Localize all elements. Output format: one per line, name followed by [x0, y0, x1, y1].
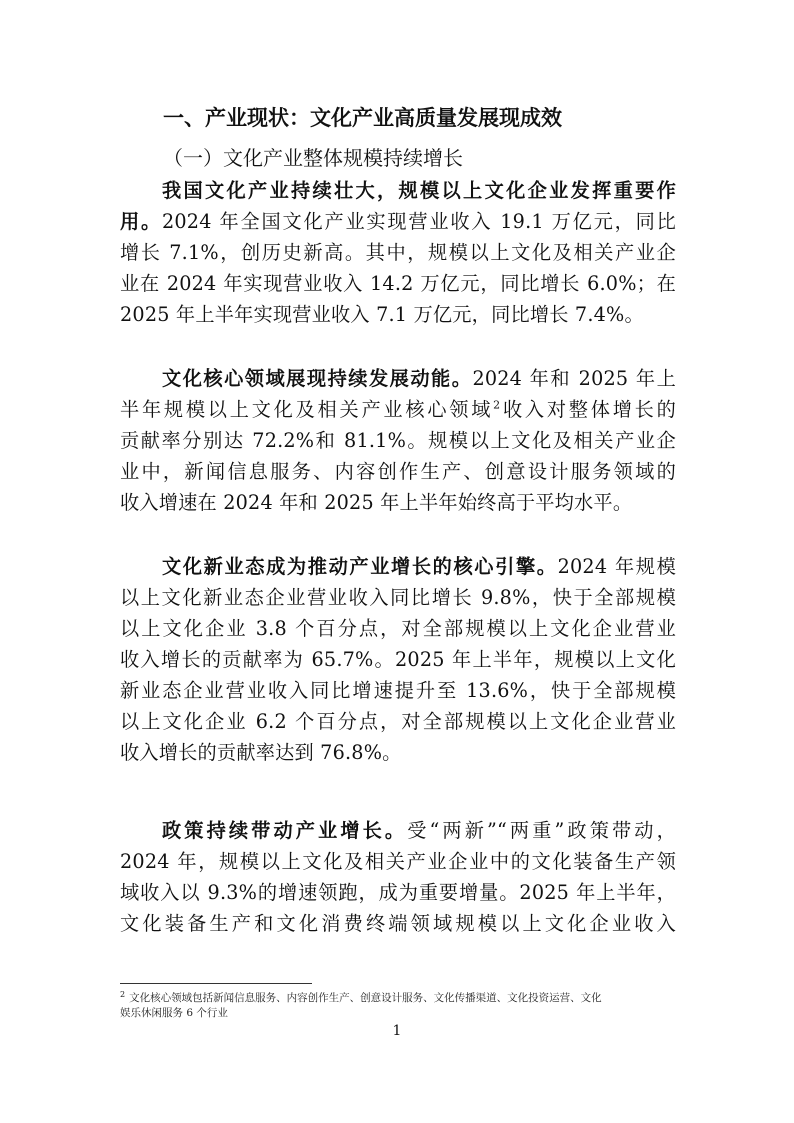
footnote-text: 娱乐休闲服务 6 个行业	[120, 1007, 228, 1019]
paragraph-lead-continued: 用。	[120, 210, 162, 233]
paragraph-policy	[120, 815, 676, 939]
footnote-reference[interactable]: 2	[493, 398, 501, 412]
paragraph-text-line: 新业态企业营业收入同比增速提升至 13.6%，快于全部规模	[120, 679, 676, 702]
paragraph-lead: 文化核心领域展现持续发展动能。	[162, 367, 473, 390]
paragraph-text-line: 半年规模以上文化及相关产业核心领域	[120, 398, 494, 421]
footnote-mark: 2	[120, 989, 126, 999]
paragraph-lead: 政策持续带动产业增长。	[162, 819, 408, 842]
paragraph-text-line: 2024 年规模	[557, 555, 676, 578]
paragraph-text-line: 以上文化企业 6.2 个百分点，对全部规模以上文化企业营业	[120, 710, 676, 733]
paragraph-core-fields	[120, 363, 676, 518]
subsection-heading: （一）文化产业整体规模持续增长	[163, 146, 463, 170]
footnote-divider	[120, 983, 312, 984]
paragraph-new-formats	[120, 551, 676, 768]
paragraph-industry-growth	[120, 175, 676, 330]
paragraph-lead: 我国文化产业持续壮大，规模以上文化企业发挥重要作	[162, 179, 676, 202]
paragraph-text-line: 2024 年全国文化产业实现营业收入 19.1 万亿元，同比	[161, 210, 676, 233]
page-number: 1	[392, 1023, 402, 1039]
paragraph-text-line: 收入对整体增长的	[500, 398, 676, 421]
paragraph-text-line: 2024 年，规模以上文化及相关产业企业中的文化装备生产领	[120, 850, 676, 873]
paragraph-text-line: 以上文化企业 3.8 个百分点，对全部规模以上文化企业营业	[120, 617, 676, 640]
paragraph-text-line: 以上文化新业态企业营业收入同比增长 9.8%，快于全部规模	[120, 586, 676, 609]
paragraph-text-line: 2025 年上半年实现营业收入 7.1 万亿元，同比增长 7.4%。	[120, 303, 644, 326]
paragraph-text-line: 文化装备生产和文化消费终端领域规模以上文化企业收入	[120, 912, 676, 935]
paragraph-text-line: 增长 7.1%，创历史新高。其中，规模以上文化及相关产业企	[120, 241, 676, 264]
section-heading: 一、产业现状：文化产业高质量发展现成效	[163, 106, 562, 130]
paragraph-text-line: 收入增长的贡献率为 65.7%。2025 年上半年，规模以上文化	[120, 648, 676, 671]
paragraph-lead: 文化新业态成为推动产业增长的核心引擎。	[162, 555, 558, 578]
paragraph-text-line: 业在 2024 年实现营业收入 14.2 万亿元，同比增长 6.0%；在	[120, 272, 676, 295]
paragraph-text-line: 2024 年和 2025 年上	[472, 367, 676, 390]
footnote-text: 文化核心领域包括新闻信息服务、内容创作生产、创意设计服务、文化传播渠道、文化投资运营、文化	[129, 992, 602, 1004]
paragraph-text-line: 收入增长的贡献率达到 76.8%。	[120, 741, 402, 764]
footnote	[120, 991, 676, 1021]
paragraph-text-line: 业中，新闻信息服务、内容创作生产、创意设计服务领域的	[120, 460, 676, 483]
paragraph-text-line: 域收入以 9.3%的增速领跑，成为重要增量。2025 年上半年，	[120, 881, 676, 904]
paragraph-text-line: 受“两新”“两重”政策带动，	[407, 819, 676, 842]
paragraph-text-line: 贡献率分别达 72.2%和 81.1%。规模以上文化及相关产业企	[120, 429, 676, 452]
paragraph-text-line: 收入增速在 2024 年和 2025 年上半年始终高于平均水平。	[120, 491, 633, 514]
